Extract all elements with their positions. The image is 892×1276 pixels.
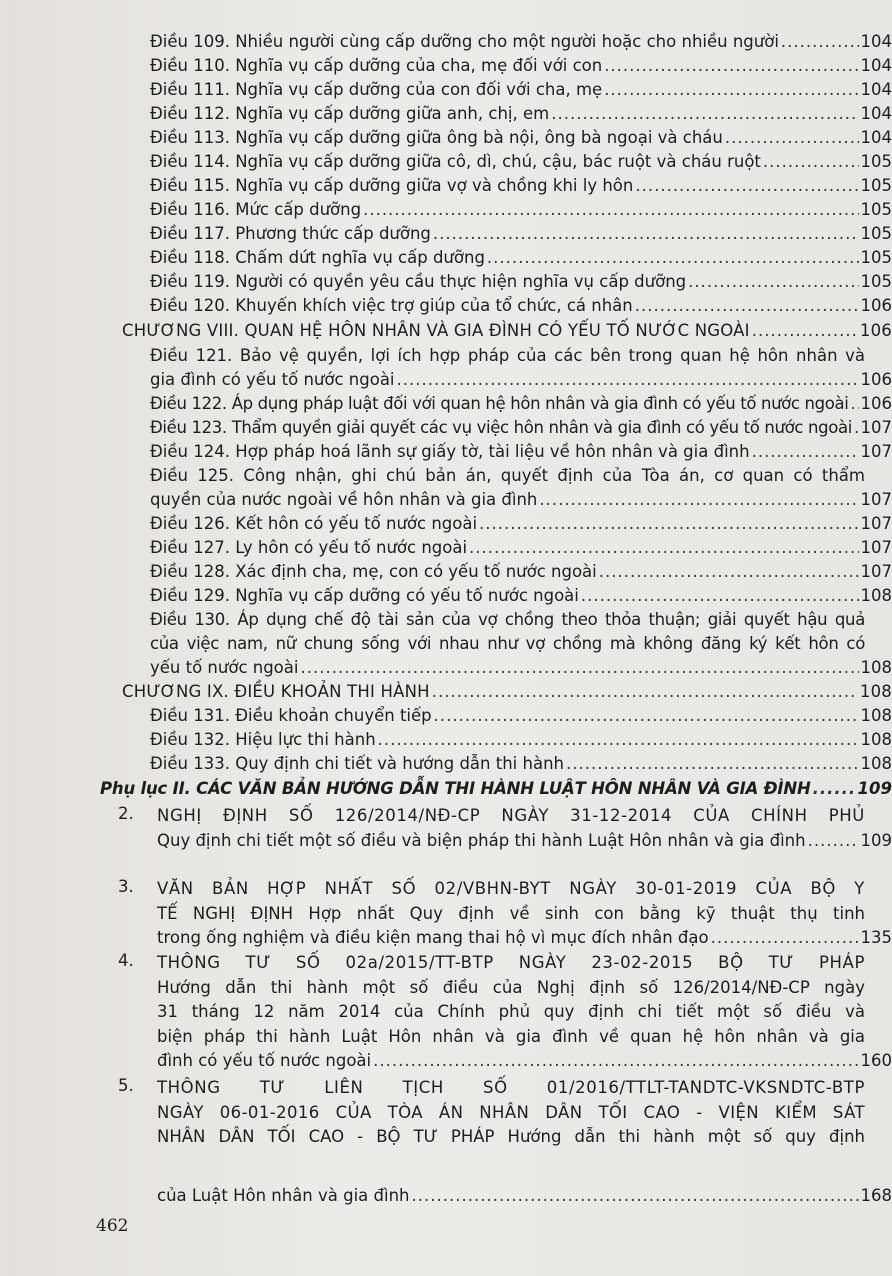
entry-title-line: của việc nam, nữ chung sống với nhau như vợ chồng mà không đăng ký kết hôn có	[150, 634, 865, 653]
entry-title: Điều 123. Thẩm quyền giải quyết các vụ việc hôn nhân và gia đình có yếu tố nước ngoài	[150, 418, 852, 437]
entry-page: 108	[860, 754, 892, 773]
leader-dots	[432, 680, 858, 704]
leader-dots	[469, 536, 858, 560]
toc-entry[interactable]	[150, 512, 892, 536]
leader-dots	[487, 246, 859, 270]
toc-entry[interactable]	[150, 728, 892, 752]
toc-doc-continuation[interactable]	[157, 1049, 892, 1074]
leader-dots	[604, 78, 858, 102]
appendix-title: Phụ lục II. CÁC VĂN BẢN HƯỚNG DẪN THI HÀNH LUẬT HÔN NHÂN VÀ GIA ĐÌNH	[100, 779, 811, 798]
leader-dots	[551, 102, 858, 126]
doc-title-line: VĂN BẢN HỢP NHẤT SỐ 02/VBHN-BYT NGÀY 30-01-2019 CỦA BỘ Y	[157, 879, 865, 898]
leader-dots	[378, 728, 859, 752]
toc-appendix[interactable]	[100, 777, 892, 801]
entry-page: 108	[860, 586, 892, 605]
doc-title-line: NGÀY 06-01-2016 CỦA TÒA ÁN NHÂN DÂN TỐI CAO - VIỆN KIỂM SÁT	[157, 1102, 865, 1122]
toc-entry[interactable]	[150, 198, 892, 222]
leader-dots	[725, 126, 859, 150]
leader-dots	[604, 54, 858, 78]
entry-title: Điều 133. Quy định chi tiết và hướng dẫn thi hành	[150, 754, 564, 773]
entry-title-line: Điều 125. Công nhận, ghi chú bản án, quyết định của Tòa án, cơ quan có thẩm	[150, 466, 865, 485]
entry-title: Điều 115. Nghĩa vụ cấp dưỡng giữa vợ và chồng khi ly hôn	[150, 176, 634, 195]
entry-title: Điều 129. Nghĩa vụ cấp dưỡng có yếu tố nước ngoài	[150, 586, 579, 605]
entry-page: 105	[860, 248, 892, 267]
entry-title: Điều 120. Khuyến khích việc trợ giúp của tổ chức, cá nhân	[150, 296, 633, 315]
entry-page: 104	[860, 104, 892, 123]
entry-title: Điều 118. Chấm dứt nghĩa vụ cấp dưỡng	[150, 248, 485, 267]
entry-page: 104	[860, 80, 892, 99]
leader-dots	[688, 270, 858, 294]
entry-page: 107	[860, 562, 892, 581]
entry-page: 107	[860, 418, 892, 437]
entry-title: Điều 116. Mức cấp dưỡng	[150, 200, 362, 219]
leader-dots	[412, 1184, 859, 1209]
toc-entry[interactable]	[150, 150, 892, 174]
toc-entry[interactable]	[150, 246, 892, 270]
doc-title-line: NGHỊ ĐỊNH SỐ 126/2014/NĐ-CP NGÀY 31-12-2014 CỦA CHÍNH PHỦ	[157, 806, 865, 825]
leader-dots	[479, 512, 858, 536]
chapter-title: CHƯƠNG VIII. QUAN HỆ HÔN NHÂN VÀ GIA ĐÌNH CÓ YẾU TỐ NƯỚC NGOÀI	[122, 321, 750, 340]
entry-page: 105	[860, 224, 892, 243]
leader-dots	[851, 392, 859, 416]
doc-number: 2.	[118, 804, 134, 823]
entry-page: 104	[860, 128, 892, 147]
leader-dots	[433, 222, 859, 246]
doc-title-line: Quy định chi tiết một số điều và biện pháp thi hành Luật Hôn nhân và gia đình	[157, 831, 806, 850]
leader-dots	[539, 488, 858, 512]
doc-title-line: TẾ NGHỊ ĐỊNH Hợp nhất Quy định về sinh con bằng kỹ thuật thụ tinh	[157, 903, 865, 923]
doc-title-line: THÔNG TƯ LIÊN TỊCH SỐ 01/2016/TTLT-TANDTC-VKSNDTC-BTP	[157, 1078, 865, 1097]
leader-dots	[854, 416, 859, 440]
leader-dots	[434, 704, 859, 728]
entry-title: Điều 111. Nghĩa vụ cấp dưỡng của con đối với cha, mẹ	[150, 80, 603, 99]
entry-page: 107	[860, 514, 892, 533]
entry-page: 104	[860, 32, 892, 51]
leader-dots	[581, 584, 859, 608]
toc-doc-entry[interactable]	[157, 1076, 865, 1150]
entry-page: 108	[860, 730, 892, 749]
entry-title-line: Điều 121. Bảo vệ quyền, lợi ích hợp pháp của các bên trong quan hệ hôn nhân và	[150, 346, 865, 365]
toc-entry[interactable]	[150, 536, 892, 560]
doc-title-line: biện pháp thi hành Luật Hôn nhân và gia đình về quan hệ hôn nhân và gia	[157, 1026, 865, 1046]
toc-entry[interactable]	[150, 440, 892, 464]
toc-doc-continuation[interactable]	[157, 829, 892, 854]
doc-title-line: đình có yếu tố nước ngoài	[157, 1051, 372, 1070]
toc-entry[interactable]	[150, 270, 892, 294]
doc-title-line: THÔNG TƯ SỐ 02a/2015/TT-BTP NGÀY 23-02-2015 BỘ TƯ PHÁP	[157, 953, 865, 972]
entry-page: 108	[860, 658, 892, 677]
leader-dots	[397, 368, 859, 392]
leader-dots	[635, 294, 859, 318]
chapter-title: CHƯƠNG IX. ĐIỀU KHOẢN THI HÀNH	[122, 682, 430, 701]
toc-entry-continuation[interactable]	[150, 368, 892, 392]
entry-page: 105	[860, 272, 892, 291]
toc-entry-multiline[interactable]	[150, 344, 865, 368]
toc-entry[interactable]	[150, 30, 892, 54]
toc-entry[interactable]	[150, 752, 892, 776]
toc-entry-continuation[interactable]	[150, 488, 892, 512]
entry-title-line: yếu tố nước ngoài	[150, 658, 299, 677]
toc-doc-continuation[interactable]	[157, 1150, 892, 1209]
entry-page: 106	[860, 296, 892, 315]
doc-page: 168	[860, 1186, 892, 1205]
entry-title: Điều 114. Nghĩa vụ cấp dưỡng giữa cô, dì, chú, cậu, bác ruột và cháu ruột	[150, 152, 761, 171]
entry-title-line: Điều 130. Áp dụng chế độ tài sản của vợ chồng theo thỏa thuận; giải quyết hậu quả	[150, 610, 865, 629]
leader-dots	[752, 319, 858, 343]
doc-number: 5.	[118, 1076, 134, 1095]
leader-dots	[781, 30, 859, 54]
entry-page: 106	[860, 394, 892, 413]
entry-title-line: quyền của nước ngoài về hôn nhân và gia đình	[150, 490, 538, 509]
entry-title: Điều 112. Nghĩa vụ cấp dưỡng giữa anh, chị, em	[150, 104, 550, 123]
toc-entry[interactable]	[150, 392, 892, 416]
entry-title: Điều 113. Nghĩa vụ cấp dưỡng giữa ông bà nội, ông bà ngoại và cháu	[150, 128, 723, 147]
leader-dots	[566, 752, 859, 776]
doc-number: 3.	[118, 877, 134, 896]
entry-page: 108	[860, 706, 892, 725]
leader-dots	[711, 926, 859, 951]
toc-entry[interactable]	[150, 78, 892, 102]
entry-title: Điều 128. Xác định cha, mẹ, con có yếu tố nước ngoài	[150, 562, 597, 581]
doc-number: 4.	[118, 951, 134, 970]
leader-dots	[763, 150, 859, 174]
entry-page: 105	[860, 152, 892, 171]
doc-title-line: NHÂN DÂN TỐI CAO - BỘ TƯ PHÁP Hướng dẫn thi hành một số quy định	[157, 1127, 865, 1147]
entry-title: Điều 124. Hợp pháp hoá lãnh sự giấy tờ, tài liệu về hôn nhân và gia đình	[150, 442, 750, 461]
entry-title: Điều 110. Nghĩa vụ cấp dưỡng của cha, mẹ đối với con	[150, 56, 603, 75]
doc-title-line: Hướng dẫn thi hành một số điều của Nghị định số 126/2014/NĐ-CP ngày	[157, 977, 865, 997]
toc-doc-entry[interactable]	[157, 804, 865, 829]
toc-entry[interactable]	[150, 174, 892, 198]
toc-chapter[interactable]	[122, 319, 892, 343]
entry-title: Điều 109. Nhiều người cùng cấp dưỡng cho một người hoặc cho nhiều người	[150, 32, 779, 51]
entry-title: Điều 127. Ly hôn có yếu tố nước ngoài	[150, 538, 468, 557]
toc-entry[interactable]	[150, 704, 892, 728]
leader-dots	[813, 777, 856, 801]
leader-dots	[635, 174, 858, 198]
leader-dots	[373, 1049, 858, 1074]
toc-entry-multiline[interactable]	[150, 464, 865, 488]
doc-page: 135	[860, 928, 892, 947]
toc-entry[interactable]	[150, 294, 892, 318]
leader-dots	[752, 440, 859, 464]
entry-title: Điều 122. Áp dụng pháp luật đối với quan hệ hôn nhân và gia đình có yếu tố nước ngoài	[150, 394, 849, 413]
page-number: 462	[96, 1216, 129, 1236]
entry-page: 106	[860, 370, 892, 389]
entry-page: 105	[860, 176, 892, 195]
toc-entry[interactable]	[150, 560, 892, 584]
entry-title: Điều 132. Hiệu lực thi hành	[150, 730, 376, 749]
chapter-page: 108	[859, 682, 892, 701]
doc-title-line: của Luật Hôn nhân và gia đình	[157, 1186, 410, 1205]
entry-title: Điều 117. Phương thức cấp dưỡng	[150, 224, 431, 243]
entry-title: Điều 131. Điều khoản chuyển tiếp	[150, 706, 432, 725]
toc-entry[interactable]	[150, 54, 892, 78]
entry-title: Điều 126. Kết hôn có yếu tố nước ngoài	[150, 514, 478, 533]
entry-page: 107	[860, 442, 892, 461]
toc-entry[interactable]	[150, 584, 892, 608]
toc-entry[interactable]	[150, 126, 892, 150]
toc-entry[interactable]	[150, 102, 892, 126]
appendix-page: 109	[857, 779, 892, 798]
toc-entry[interactable]	[150, 416, 892, 440]
entry-page: 105	[860, 200, 892, 219]
leader-dots	[808, 829, 859, 854]
doc-page: 109	[860, 831, 892, 850]
leader-dots	[599, 560, 859, 584]
toc-entry-multiline[interactable]	[150, 608, 865, 656]
toc-doc-entry[interactable]	[157, 877, 865, 926]
entry-page: 107	[860, 538, 892, 557]
toc-entry-continuation[interactable]	[150, 656, 892, 680]
doc-title-line: trong ống nghiệm và điều kiện mang thai hộ vì mục đích nhân đạo	[157, 928, 709, 947]
leader-dots	[363, 198, 858, 222]
doc-page: 160	[860, 1051, 892, 1070]
toc-doc-entry[interactable]	[157, 951, 865, 1049]
toc-doc-continuation[interactable]	[157, 926, 892, 951]
leader-dots	[300, 656, 858, 680]
doc-title-line: 31 tháng 12 năm 2014 của Chính phủ quy định chi tiết một số điều và	[157, 1002, 865, 1022]
entry-page: 104	[860, 56, 892, 75]
entry-title-line: gia đình có yếu tố nước ngoài	[150, 370, 395, 389]
toc-chapter[interactable]	[122, 680, 892, 704]
chapter-page: 106	[859, 321, 892, 340]
toc-entry[interactable]	[150, 222, 892, 246]
entry-title: Điều 119. Người có quyền yêu cầu thực hiện nghĩa vụ cấp dưỡng	[150, 272, 687, 291]
entry-page: 107	[860, 490, 892, 509]
